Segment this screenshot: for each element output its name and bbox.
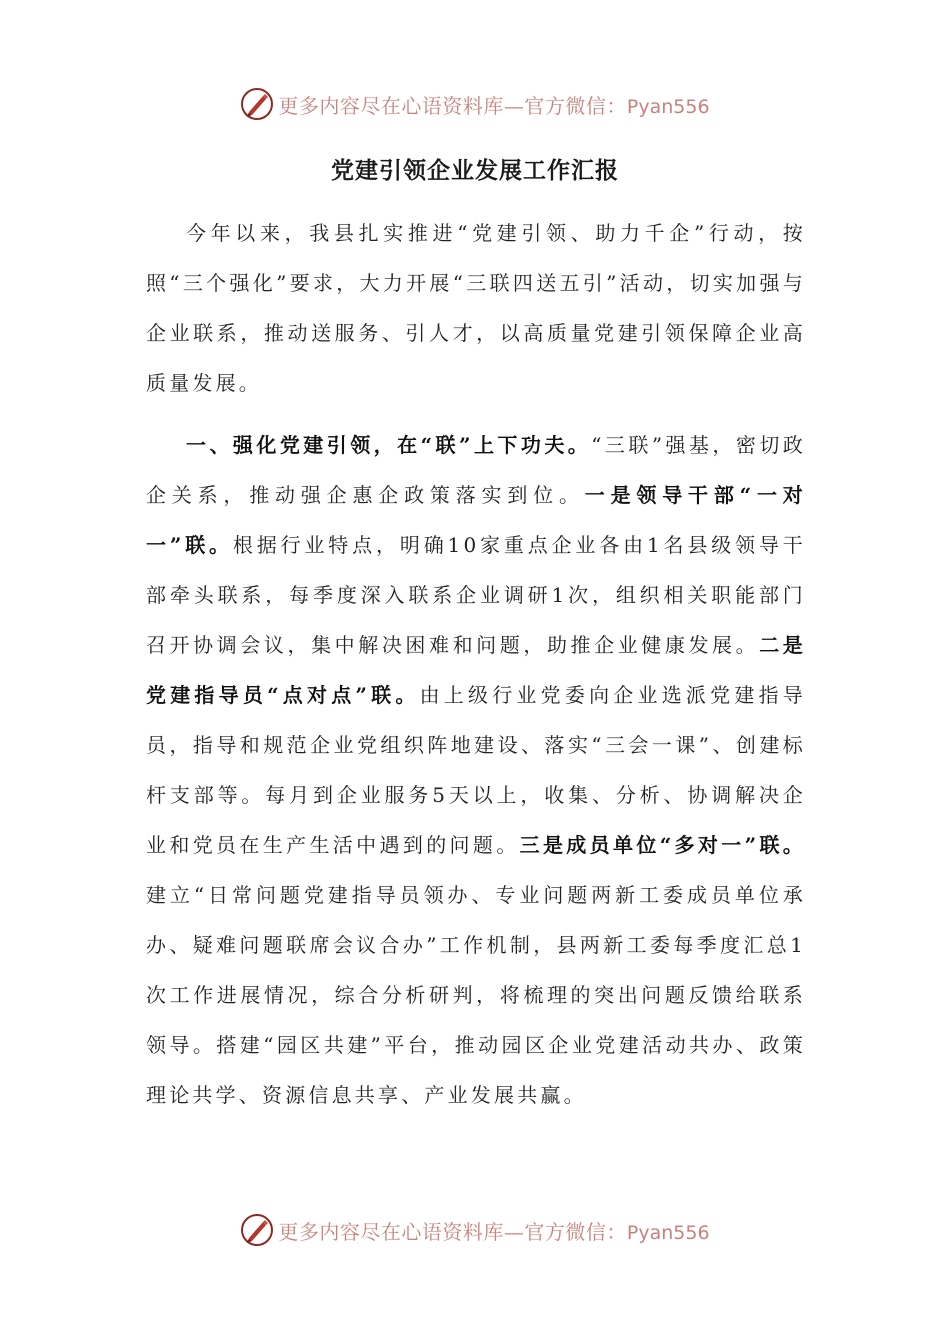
point-1-heading: 一是领导干部“一对一”联。: [146, 483, 806, 557]
footer-watermark-banner: [0, 1210, 950, 1250]
point-3-heading: 三是成员单位“多对一”联。: [519, 833, 806, 857]
point-2-text: 由上级行业党委向企业选派党建指导员，指导和规范企业党组织阵地建设、落实“三会一课”、创建标杆支部等。每月到企业服务5天以上，收集、分析、协调解决企业和党员在生产生活中遇到的问题。: [146, 683, 806, 857]
point-2-heading: 二是党建指导员“点对点”联。: [146, 633, 807, 707]
intro-paragraph: 今年以来，我县扎实推进“党建引领、助力千企”行动，按照“三个强化”要求，大力开展“三联四送五引”活动，切实加强与企业联系，推动送服务、引人才，以高质量党建引领保障企业高质量发展。: [146, 221, 806, 395]
watermark-text: 更多内容尽在心语资料库—官方微信：Pyan556: [278, 1219, 710, 1244]
section-1-lead: “三联”强基，密切政企关系，推动强企惠企政策落实到位。: [146, 433, 806, 507]
point-3-text: 建立“日常问题党建指导员领办、专业问题两新工委成员单位承办、疑难问题联席会议合办”工作机制，县两新工委每季度汇总1次工作进展情况，综合分析研判，将梳理的突出问题反馈给联系领导。搭建“园区共建”平台，推动园区企业党建活动共办、政策理论共学、资源信息共享、产业发展共赢。: [146, 883, 806, 1107]
watermark-text: 更多内容尽在心语资料库—官方微信：Pyan556: [278, 93, 710, 118]
point-1-text: 根据行业特点，明确10家重点企业各由1名县级领导干部牵头联系，每季度深入联系企业调研1次，组织相关职能部门召开协调会议，集中解决困难和问题，助推企业健康发展。: [146, 533, 806, 657]
section-1-paragraph: [146, 420, 806, 1120]
document-body: [146, 208, 806, 1120]
pen-logo-icon: [240, 1213, 274, 1247]
pen-logo-icon: [240, 87, 274, 121]
header-watermark-banner: [0, 84, 950, 124]
document-title: 党建引领企业发展工作汇报: [331, 157, 619, 184]
section-1-heading: 一、强化党建引领，在“联”上下功夫。: [186, 433, 592, 457]
